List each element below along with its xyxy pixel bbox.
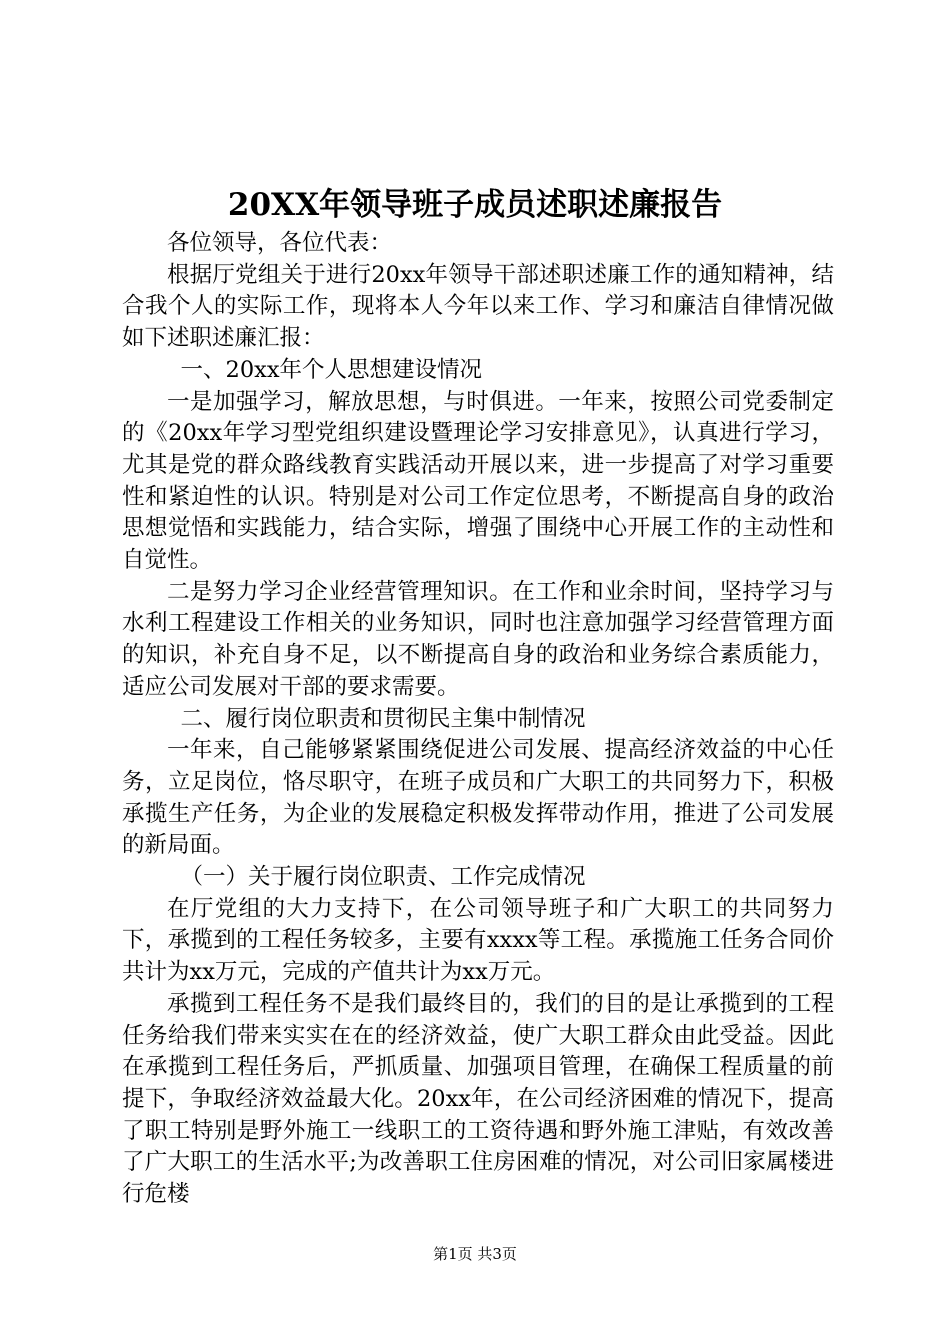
paragraph-benefits: 承揽到工程任务不是我们最终目的，我们的目的是让承揽到的工程任务给我们带来实实在在的经济效益，使广大职工群众由此受益。因此在承揽到工程任务后，严抓质量、加强项目管理，在确保工程质量的前提下，争取经济效益最大化。20xx年，在公司经济困难的情况下，提高了职工特别是野外施工一线职工的工资待遇和野外施工津贴，有效改善了广大职工的生活水平;为改善职工住房困难的情况，对公司旧家属楼进行危楼 xyxy=(122,990,834,1208)
paragraph-management: 二是努力学习企业经营管理知识。在工作和业余时间，坚持学习与水利工程建设工作相关的业务知识，同时也注意加强学习经营管理方面的知识，补充自身不足，以不断提高自身的政治和业务综合素质能力，适应公司发展对干部的要求需要。 xyxy=(122,578,834,700)
document-title: 20XX年领导班子成员述职述廉报告 xyxy=(227,187,723,223)
section-heading-1: 一、20xx年个人思想建设情况 xyxy=(180,356,483,383)
paragraph-projects: 在厅党组的大力支持下，在公司领导班子和广大职工的共同努力下，承揽到的工程任务较多，主要有xxxx等工程。承揽施工任务合同价共计为xx万元，完成的产值共计为xx万元。 xyxy=(122,895,834,986)
subsection-heading-1: （一）关于履行岗位职责、工作完成情况 xyxy=(180,864,586,891)
paragraph-duties: 一年来，自己能够紧紧围绕促进公司发展、提高经济效益的中心任务，立足岗位，恪尽职守，在班子成员和广大职工的共同努力下，积极承揽生产任务，为企业的发展稳定积极发挥带动作用，推进了公司发展的新局面。 xyxy=(122,737,834,859)
document-body xyxy=(122,228,834,1211)
section-heading-2: 二、履行岗位职责和贯彻民主集中制情况 xyxy=(180,705,586,732)
salutation: 各位领导，各位代表： xyxy=(167,230,393,256)
intro-paragraph: 根据厅党组关于进行20xx年领导干部述职述廉工作的通知精神，结合我个人的实际工作，现将本人今年以来工作、学习和廉洁自律情况做如下述职述廉汇报： xyxy=(122,261,834,352)
page-number-footer: 第1页 共3页 xyxy=(433,1245,517,1263)
paragraph-study: 一是加强学习，解放思想，与时俱进。一年来，按照公司党委制定的《20xx年学习型党组织建设暨理论学习安排意见》，认真进行学习，尤其是党的群众路线教育实践活动开展以来，进一步提高了对学习重要性和紧迫性的认识。特别是对公司工作定位思考，不断提高自身的政治思想觉悟和实践能力，结合实际，增强了围绕中心开展工作的主动性和自觉性。 xyxy=(122,388,834,574)
